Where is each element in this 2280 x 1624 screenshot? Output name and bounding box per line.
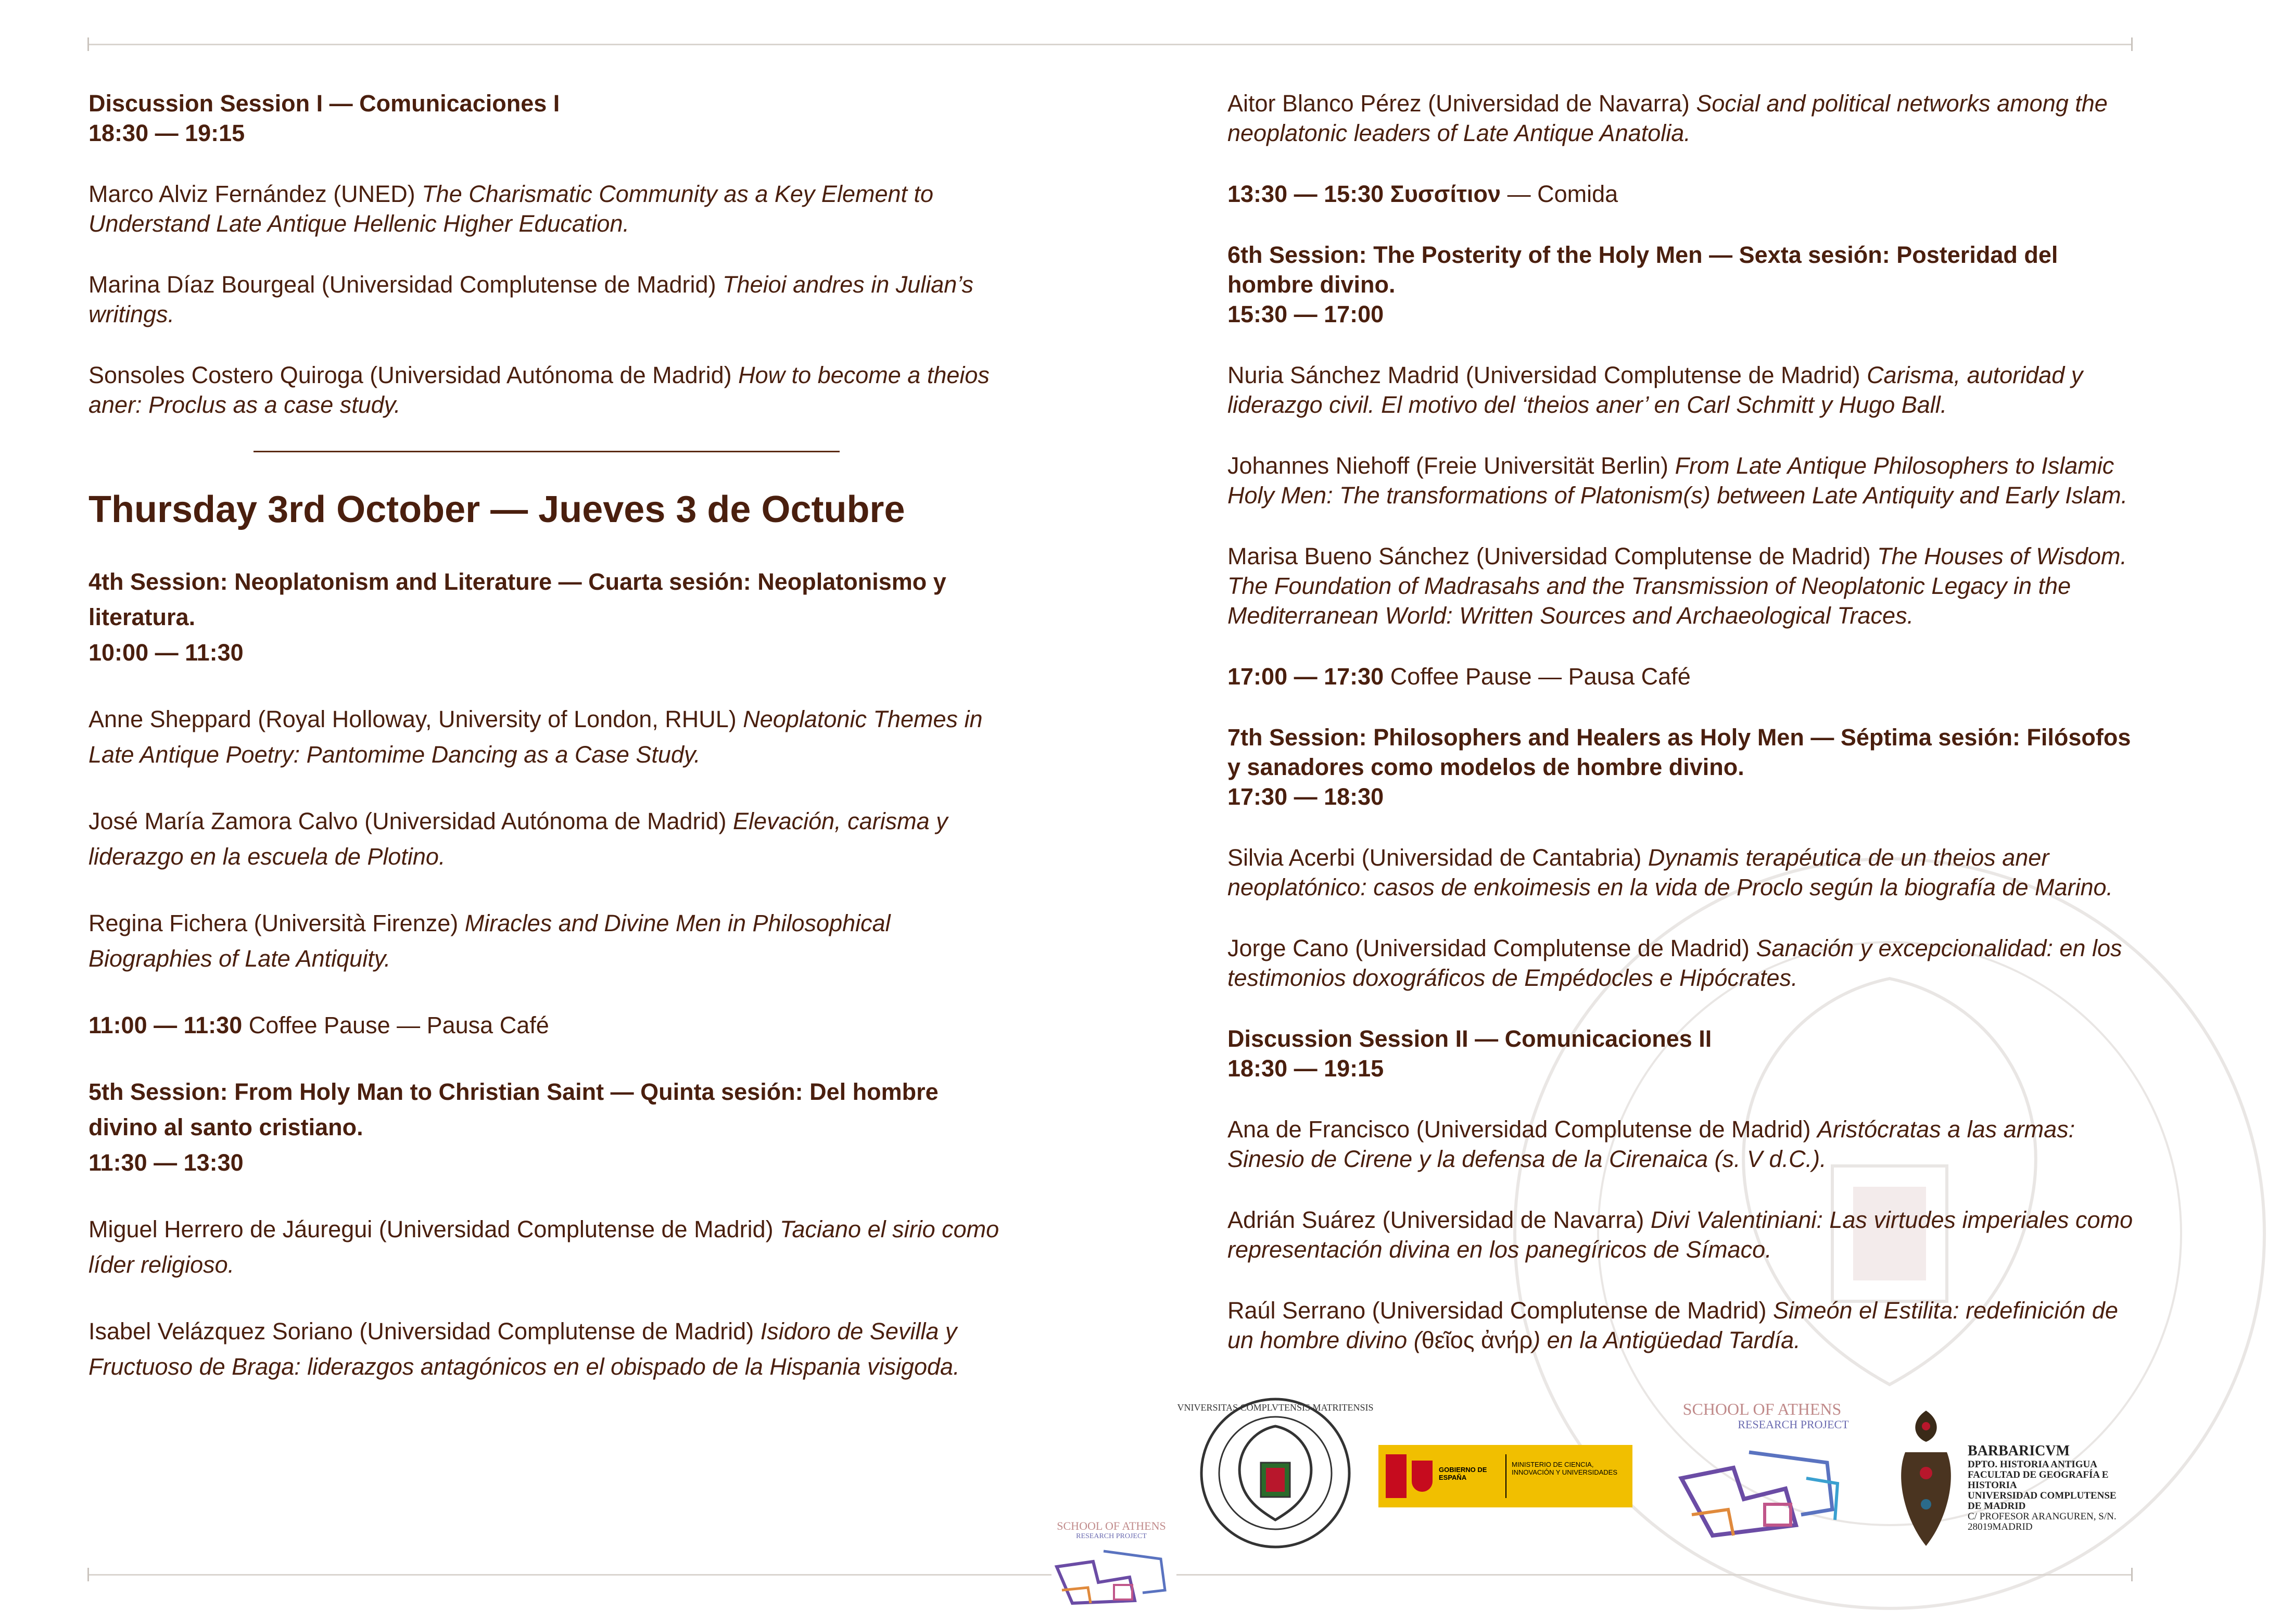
soa-subtitle: RESEARCH PROJECT [1738,1418,1849,1431]
flag-icon [1386,1454,1407,1498]
session-5: 5th Session: From Holy Man to Christian Saint — Quinta sesión: Del hombre divino al santo cristiano. 11:30 — 13:30 [88,1079,939,1176]
talk-item: Marco Alviz Fernández (UNED) The Charismatic Community as a Key Element to Understand Late Antique Hellenic Higher Education. [88,181,934,237]
soa-small-title: SCHOOL OF ATHENS [1057,1519,1166,1532]
barbaricvm-fibula-icon [1895,1405,1957,1551]
lunch-break: 13:30 — 15:30 Συσσίτιον — Comida [1227,181,1618,207]
talk-item: Adrián Suárez (Universidad de Navarra) Divi Valentiniani: Las virtudes imperiales como representación divina en los panegíricos de Símaco. [1227,1207,2133,1263]
talk-item: Johannes Niehoff (Freie Universität Berlin) From Late Antique Philosophers to Islamic Holy Men: The transformations of Platonism(s) between Late Antiquity and Early Islam. [1227,452,2128,509]
barbaricvm-line: FACULTAD DE GEOGRAFÍA E HISTORIA [1968,1469,2109,1491]
gobierno-text: GOBIERNO DE ESPAÑA [1439,1466,1487,1481]
bottom-right-tick [2131,1568,2133,1581]
ruins-plan-icon [1671,1431,1853,1546]
soa-small-subtitle: RESEARCH PROJECT [1076,1532,1147,1540]
soa-title: SCHOOL OF ATHENS [1682,1400,1842,1418]
talk-item: Miguel Herrero de Jáuregui (Universidad Complutense de Madrid) Taciano el sirio como líder religioso. [88,1216,999,1278]
session-4: 4th Session: Neoplatonism and Literature — Cuarta sesión: Neoplatonismo y literatura. 10:00 — 11:30 [88,568,946,666]
barbaricvm-title: BARBARICVM [1968,1443,2070,1459]
bottom-rule-right [1176,1574,2132,1576]
ucm-seal-text: VNIVERSITAS COMPLVTENSIS MATRITENSIS [1177,1402,1374,1413]
right-column [1227,88,2144,1386]
school-of-athens-small-logo [1046,1520,1176,1614]
logo-separator [1505,1454,1506,1498]
section-divider [254,451,840,452]
talk-item: Marina Díaz Bourgeal (Universidad Complutense de Madrid) Theioi andres in Julian’s writings. [88,271,974,327]
talk-item: Anne Sheppard (Royal Holloway, University of London, RHUL) Neoplatonic Themes in Late Antique Poetry: Pantomime Dancing as a Case Study. [88,706,983,768]
talk-item: Raúl Serrano (Universidad Complutense de Madrid) Simeón el Estilita: redefinición de un hombre divino (θεῖος ἀνήρ) en la Antigüedad Tardía. [1227,1297,2118,1353]
top-left-tick [87,37,89,51]
barbaricvm-line: DPTO. HISTORIA ANTIGUA [1968,1459,2098,1470]
coffee-pause-1: 11:00 — 11:30 Coffee Pause — Pausa Café [88,1012,549,1038]
gobierno-logo [1378,1445,1632,1507]
talk-item: Nuria Sánchez Madrid (Universidad Complutense de Madrid) Carisma, autoridad y liderazgo civil. El motivo del ‘theios aner’ en Carl Schmitt y Hugo Ball. [1227,362,2083,418]
coat-of-arms-icon [1412,1461,1433,1492]
discussion-session-2: Discussion Session II — Comunicaciones II 18:30 — 19:15 [1227,1025,1712,1082]
session-6: 6th Session: The Posterity of the Holy Men — Sexta sesión: Posteridad del hombre divino. 15:30 — 17:00 [1227,242,2058,327]
barbaricvm-line: UNIVERSIDAD COMPLUTENSE DE MADRID [1968,1490,2117,1512]
top-rule [88,44,2132,45]
talk-item: Aitor Blanco Pérez (Universidad de Navarra) Social and political networks among the neoplatonic leaders of Late Antique Anatolia. [1227,90,2108,146]
bottom-rule-left [88,1574,1052,1576]
barbaricvm-line: 28019MADRID [1968,1521,2033,1532]
day-title: Thursday 3rd October — Jueves 3 de Octubre [88,489,905,530]
talk-item: José María Zamora Calvo (Universidad Autónoma de Madrid) Elevación, carisma y liderazgo en la escuela de Plotino. [88,808,948,870]
talk-item: Isabel Velázquez Soriano (Universidad Complutense de Madrid) Isidoro de Sevilla y Fructuoso de Braga: liderazgos antagónicos en el obispado de la Hispania visigoda. [88,1318,960,1380]
ucm-seal-logo [1177,1395,1374,1551]
barbaricvm-line: C/ PROFESOR ARANGUREN, S/N. [1968,1511,2117,1522]
top-right-tick [2131,37,2133,51]
barbaricvm-block [1968,1443,2124,1532]
coffee-pause-2: 17:00 — 17:30 Coffee Pause — Pausa Café [1227,663,1691,690]
talk-item: Ana de Francisco (Universidad Complutense de Madrid) Aristócratas a las armas: Sinesio de Cirene y la defensa de la Cirenaica (s. V d.C.). [1227,1116,2075,1172]
talk-item: Regina Fichera (Università Firenze) Miracles and Divine Men in Philosophical Biographies of Late Antiquity. [88,910,891,972]
ministerio-text: MINISTERIO DE CIENCIA, INNOVACIÓN Y UNIVERSIDADES [1512,1461,1617,1476]
school-of-athens-logo [1671,1400,1853,1556]
talk-item: Silvia Acerbi (Universidad de Cantabria) Dynamis terapéutica de un theios aner neoplatónico: casos de enkoimesis en la vida de Proclo según la biografía de Marino. [1227,844,2113,900]
discussion-session-1: Discussion Session I — Comunicaciones I 18:30 — 19:15 [88,90,560,146]
talk-item: Sonsoles Costero Quiroga (Universidad Autónoma de Madrid) How to become a theios aner: Proclus as a case study. [88,362,990,418]
talk-item: Marisa Bueno Sánchez (Universidad Complutense de Madrid) The Houses of Wisdom. The Foundation of Madrasahs and the Transmission of Neoplatonic Legacy in the Mediterranean World: Written Sources and Archaeological Traces. [1227,543,2127,629]
talk-item: Jorge Cano (Universidad Complutense de Madrid) Sanación y excepcionalidad: en los testimonios doxográficos de Empédocles e Hipócrates. [1227,935,2122,991]
session-7: 7th Session: Philosophers and Healers as Holy Men — Séptima sesión: Filósofos y sanadores como modelos de hombre divino. 17:30 — 18:30 [1227,724,2131,810]
ruins-plan-small-icon [1046,1541,1176,1608]
left-column [88,88,1005,1416]
bottom-left-tick [87,1568,89,1581]
